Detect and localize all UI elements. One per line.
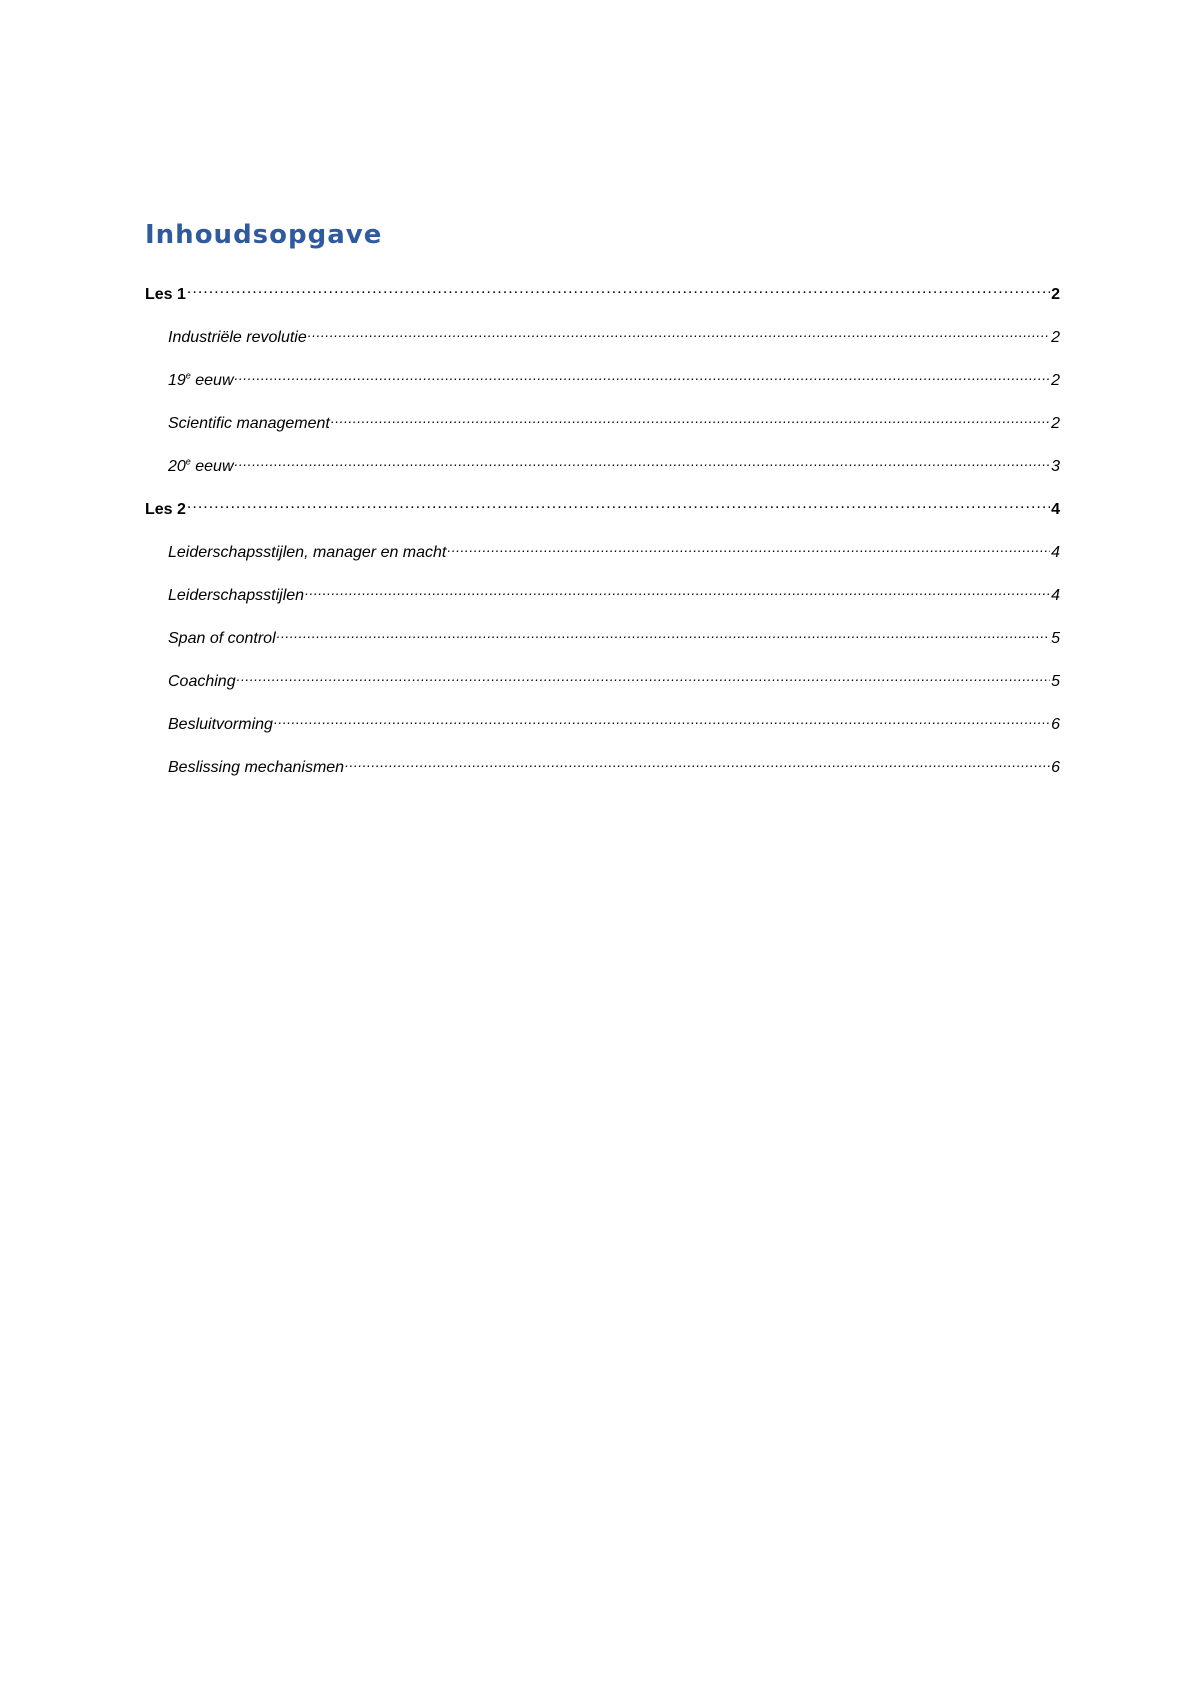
toc-entry-title-number: 20 (168, 458, 186, 476)
toc-entry-title[interactable]: Span of control (168, 630, 276, 648)
toc-entry-les-2[interactable] (145, 494, 1060, 520)
toc-entry-page[interactable]: 5 (1051, 673, 1060, 691)
toc-entry-title-superscript: e (185, 456, 191, 467)
toc-entry-page[interactable]: 2 (1051, 329, 1060, 347)
toc-entry-title[interactable]: Scientific management (168, 415, 330, 433)
toc-entry-page[interactable]: 6 (1051, 716, 1060, 734)
toc-entry-page[interactable]: 4 (1051, 501, 1060, 519)
toc-entry-title[interactable]: Coaching (168, 673, 236, 691)
toc-entry-industriele-revolutie[interactable] (145, 322, 1060, 348)
toc-entry-page[interactable]: 2 (1051, 286, 1060, 304)
toc-entry-span-of-control[interactable] (145, 623, 1060, 649)
dot-leader (274, 709, 1050, 729)
toc-entry-20e-eeuw[interactable] (145, 451, 1060, 477)
toc-entry-leiderschapsstijlen-manager-en-macht[interactable] (145, 537, 1060, 563)
toc-heading: Inhoudsopgave (145, 220, 383, 250)
toc-entry-page[interactable]: 6 (1051, 759, 1060, 777)
dot-leader (235, 365, 1051, 385)
toc-entry-title-rest: eeuw (190, 458, 234, 476)
toc-entry-leiderschapsstijlen[interactable] (145, 580, 1060, 606)
toc-entry-title[interactable]: Leiderschapsstijlen, manager en macht (168, 544, 447, 562)
dot-leader (345, 752, 1050, 772)
toc-entry-scientific-management[interactable] (145, 408, 1060, 434)
table-of-contents (145, 220, 1060, 795)
toc-entry-title[interactable] (168, 371, 234, 391)
dot-leader (277, 623, 1050, 643)
toc-entry-page[interactable]: 2 (1051, 372, 1060, 390)
dot-leader (308, 322, 1050, 342)
toc-entry-title-number: 19 (168, 372, 186, 390)
toc-entry-title[interactable]: Les 2 (145, 501, 186, 519)
toc-entry-page[interactable]: 2 (1051, 415, 1060, 433)
dot-leader (187, 494, 1050, 514)
toc-entry-title-superscript: e (185, 370, 191, 381)
toc-entry-title[interactable]: Besluitvorming (168, 716, 273, 734)
dot-leader (331, 408, 1050, 428)
dot-leader (447, 537, 1050, 557)
toc-entry-coaching[interactable] (145, 666, 1060, 692)
dot-leader (237, 666, 1050, 686)
dot-leader (187, 279, 1050, 299)
toc-entry-title[interactable]: Industriële revolutie (168, 329, 307, 347)
toc-entry-page[interactable]: 4 (1051, 544, 1060, 562)
toc-entry-les-1[interactable] (145, 279, 1060, 305)
dot-leader (235, 451, 1051, 471)
toc-entry-title[interactable]: Leiderschapsstijlen (168, 587, 305, 605)
dot-leader (305, 580, 1050, 600)
toc-entry-besluitvorming[interactable] (145, 709, 1060, 735)
toc-entry-title[interactable] (168, 457, 234, 477)
toc-entry-19e-eeuw[interactable] (145, 365, 1060, 391)
toc-entry-title-rest: eeuw (190, 372, 234, 390)
toc-entry-title[interactable]: Beslissing mechanismen (168, 759, 345, 777)
toc-entry-page[interactable]: 4 (1051, 587, 1060, 605)
toc-entry-title[interactable]: Les 1 (145, 286, 186, 304)
toc-entry-page[interactable]: 3 (1051, 458, 1060, 476)
toc-entry-beslissing-mechanismen[interactable] (145, 752, 1060, 778)
toc-entry-page[interactable]: 5 (1051, 630, 1060, 648)
